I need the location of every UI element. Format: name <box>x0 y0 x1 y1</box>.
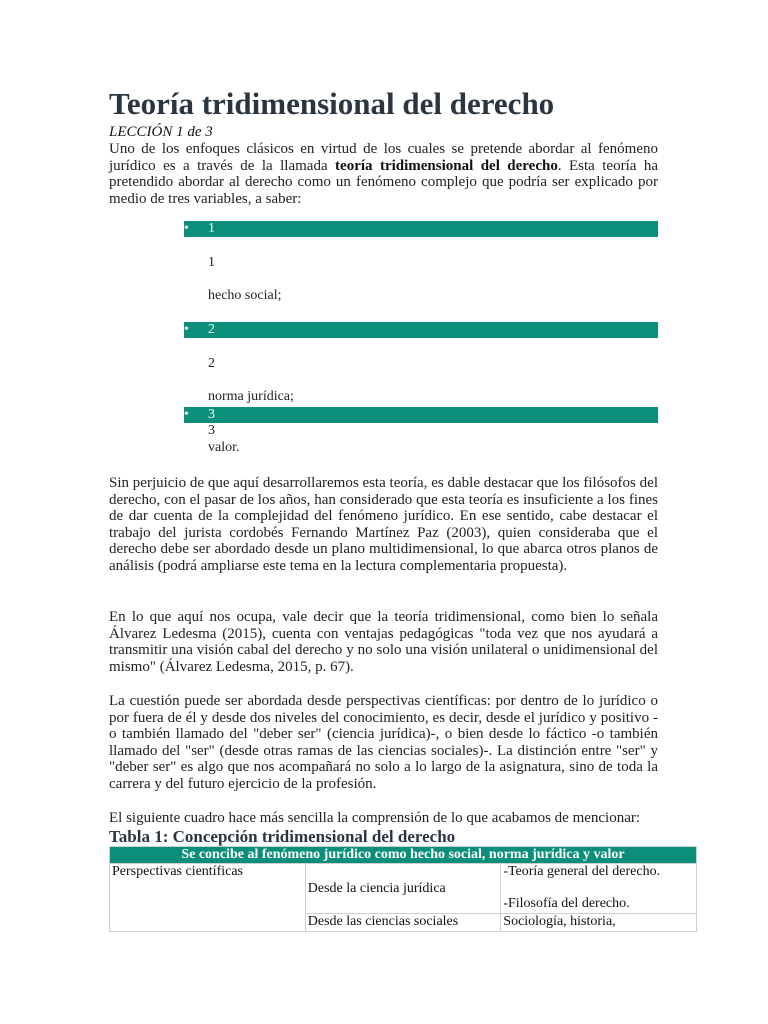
page-title: Teoría tridimensional del derecho <box>109 86 555 121</box>
table-cell: Desde las ciencias sociales <box>305 914 501 932</box>
table-cell <box>501 864 697 914</box>
list-item-repeat: 1 <box>208 255 215 270</box>
table-cell: Perspectivas científicas <box>110 864 306 932</box>
intro-text-end: . Esta teoría ha pretendido abordar al derecho como un fenómeno complejo que podría ser explicado por medio de tres variables, a saber: <box>109 157 658 207</box>
intro-bold-term: teoría tridimensional del derecho <box>335 157 558 174</box>
list-item-text: norma jurídica; <box>208 389 294 404</box>
list-item-text: valor. <box>208 440 240 455</box>
table-cell: Desde la ciencia jurídica <box>305 864 501 914</box>
document-body <box>109 84 658 207</box>
list-item-number: 3 <box>208 407 215 422</box>
list-item-number: 1 <box>208 221 215 236</box>
paragraph: En lo que aquí nos ocupa, vale decir que la teoría tridimensional, como bien lo señala Álvarez Ledesma (2015), cuenta con ventajas pedagógicas "toda vez que nos ayudará a transmitir una visión cabal del derecho y no solo una visión unilateral o unidimensional del mismo" (Álvarez Ledesma, 2015, p. 67). <box>109 609 658 675</box>
table-header: Se concibe al fenómeno jurídico como hecho social, norma jurídica y valor <box>110 847 697 864</box>
table-cell-line: -Teoría general del derecho. <box>503 864 661 879</box>
list-item-repeat: 3 <box>208 423 215 438</box>
list-item-bar[interactable] <box>184 221 658 237</box>
list-item-number: 2 <box>208 322 215 337</box>
bullet-icon: • <box>184 407 189 422</box>
lesson-label: LECCIÓN 1 de 3 <box>109 124 213 140</box>
bullet-icon: • <box>184 221 189 236</box>
concept-table <box>109 846 697 932</box>
bullet-icon: • <box>184 322 189 337</box>
list-item-bar[interactable] <box>184 322 658 338</box>
table-caption: Tabla 1: Concepción tridimensional del derecho <box>109 827 456 846</box>
paragraph: Sin perjuicio de que aquí desarrollaremos esta teoría, es dable destacar que los filósofos del derecho, con el pasar de los años, han considerado que esta teoría es insuficiente a los fines de dar cuenta de la complejidad del fenómeno jurídico. En ese sentido, cabe destacar el trabajo del jurista cordobés Fernando Martínez Paz (2003), quien consideraba que el derecho debe ser abordado desde un plano multidimensional, lo que abarca otros planos de análisis (podrá ampliarse este tema en la lectura complementaria propuesta). <box>109 475 658 574</box>
intro-text-start: Uno de los enfoques clásicos en virtud de los cuales se pretende abordar al fenómeno jurídico es a través de la llamada <box>109 141 658 174</box>
paragraph: El siguiente cuadro hace más sencilla la comprensión de lo que acabamos de mencionar: <box>109 810 641 826</box>
list-item-bar[interactable] <box>184 407 658 423</box>
list-item-text: hecho social; <box>208 288 282 303</box>
list-item-repeat: 2 <box>208 356 215 371</box>
table-cell: Sociología, historia, <box>501 914 697 932</box>
intro-paragraph <box>109 141 658 207</box>
paragraph: La cuestión puede ser abordada desde perspectivas científicas: por dentro de lo jurídico o por fuera de él y desde dos niveles del conocimiento, es decir, desde el jurídico y positivo -o también llamado del "deber ser" (ciencia jurídica)-, o bien desde lo fáctico -o también llamado del "ser" (desde otras ramas de las ciencias sociales)-. La distinción entre "ser" y "deber ser" es algo que nos acompañará no solo a lo largo de la asignatura, sino de toda la carrera y del futuro ejercicio de la profesión. <box>109 693 658 792</box>
table-cell-line: -Filosofía del derecho. <box>503 896 630 911</box>
